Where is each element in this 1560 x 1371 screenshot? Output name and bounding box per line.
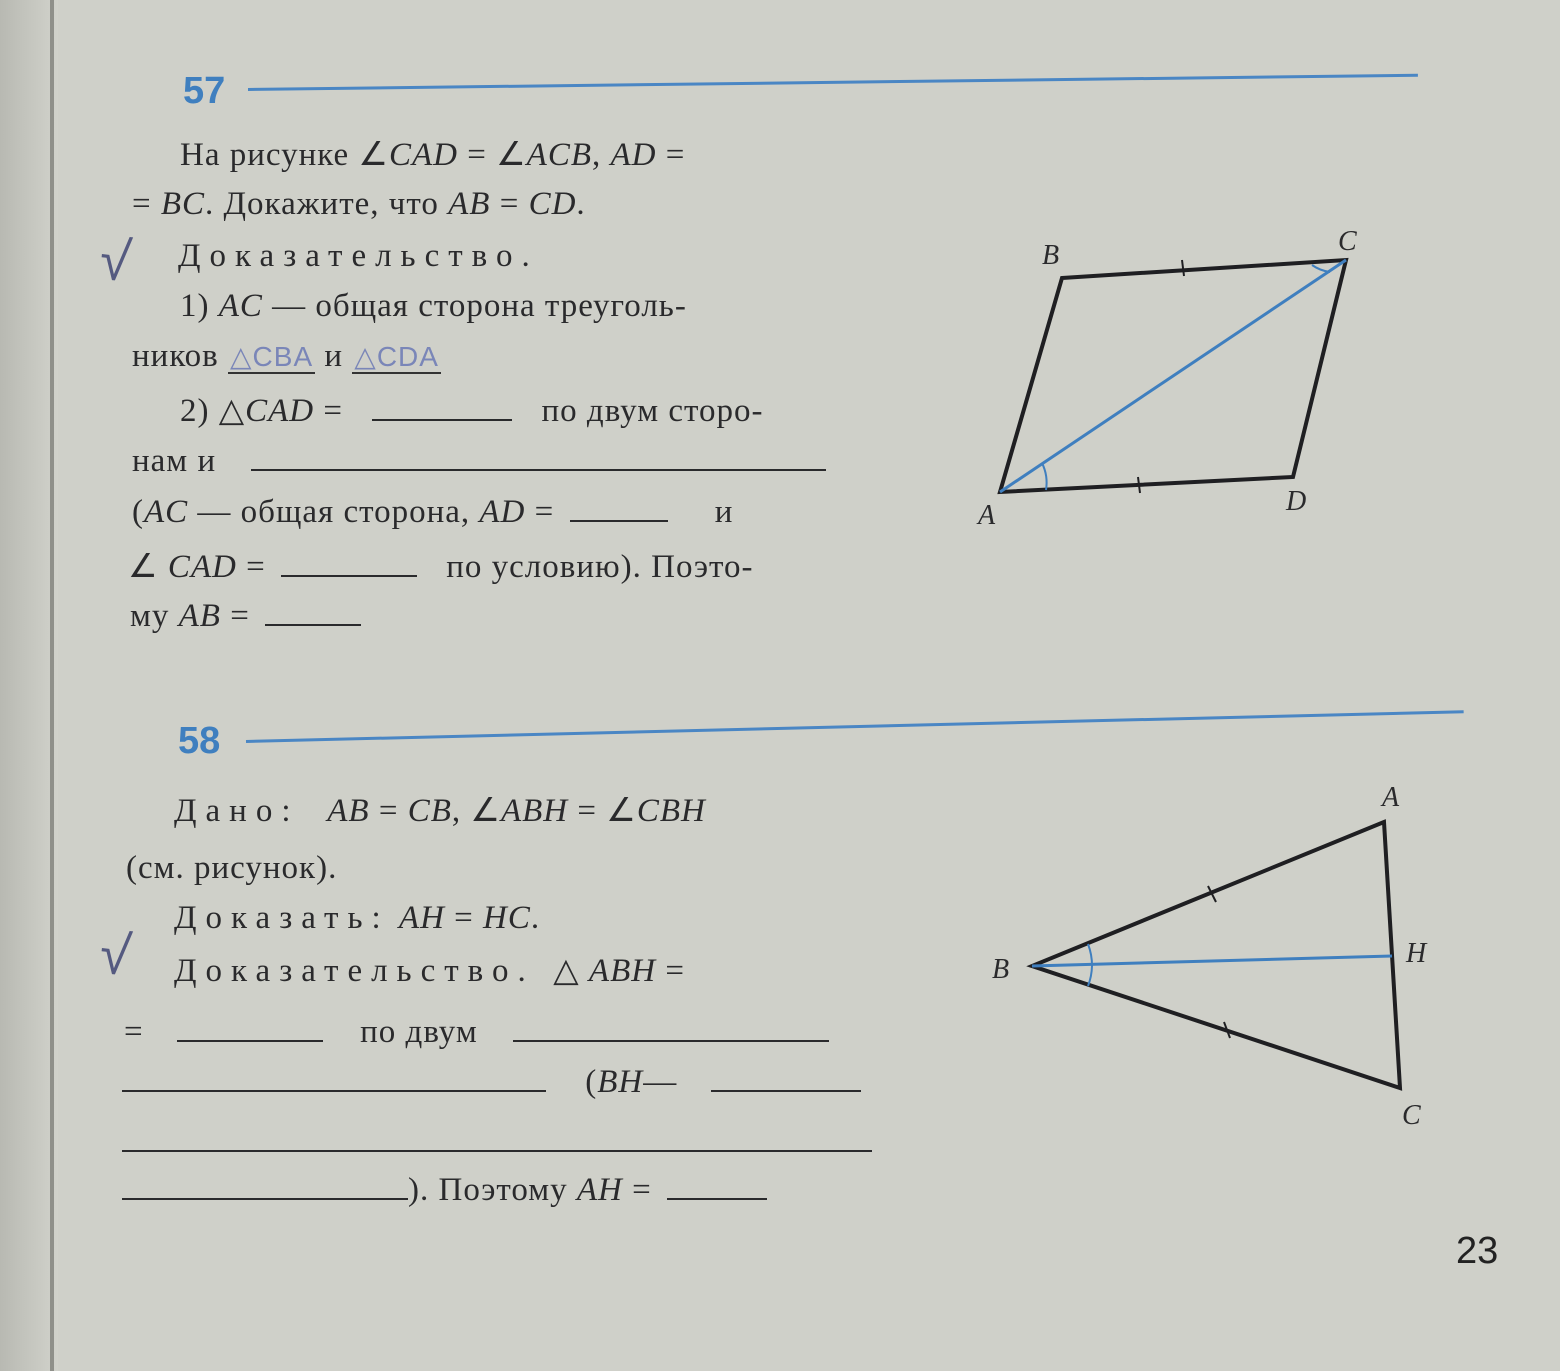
label-b: B	[1042, 240, 1060, 271]
label-c: C	[1338, 226, 1357, 257]
book-spine-edge	[0, 0, 58, 1371]
p57-blank-5[interactable]	[265, 623, 361, 626]
p58-blank-6[interactable]	[122, 1197, 408, 1200]
label-a: A	[1382, 782, 1400, 813]
p58-blank-7[interactable]	[667, 1197, 767, 1200]
p58-proof-line: Доказательство. △ ABH =	[174, 953, 685, 989]
p57-line-6: 2) △CAD = по двум сторо-	[180, 393, 764, 429]
p58-line-5: = по двум	[124, 1014, 829, 1051]
p57-blank-1[interactable]	[372, 418, 512, 421]
p58-check-mark: √	[96, 921, 134, 988]
p57-line-10: му AB =	[130, 598, 361, 635]
p57-line-8: (AC — общая сторона, AD = и	[132, 494, 734, 530]
p58-figure-triangle	[980, 770, 1440, 1140]
problem-57-header-rule	[248, 74, 1418, 91]
angle-arc-c	[1312, 265, 1330, 272]
p58-blank-5[interactable]	[122, 1149, 872, 1152]
p58-given-line: Дано: AB = CB, ∠ABH = ∠CBH	[174, 793, 706, 829]
angle-arc-cbh	[1088, 966, 1092, 986]
p57-check-mark: √	[96, 227, 134, 294]
p58-line-2: (см. рисунок).	[126, 850, 338, 886]
tick-ad	[1138, 477, 1140, 493]
label-b: B	[992, 954, 1010, 985]
angle-arc-abh	[1088, 944, 1092, 966]
problem-58-header-rule	[246, 710, 1464, 743]
p57-blank-3[interactable]	[570, 519, 668, 522]
problem-58-number: 58	[178, 720, 221, 762]
label-d: D	[1286, 486, 1307, 517]
p57-blank-2[interactable]	[251, 468, 826, 471]
p57-line-2: = BC. Докажите, что AB = CD.	[132, 186, 586, 222]
p57-line-7: нам и	[132, 443, 826, 480]
label-h: H	[1406, 938, 1427, 969]
p57-figure-parallelogram	[960, 220, 1400, 540]
p58-line-7	[122, 1124, 872, 1161]
p58-blank-1[interactable]	[177, 1039, 323, 1042]
p57-line-9: ∠ CAD = по условию). Поэто-	[128, 549, 754, 585]
triangle-outline	[1032, 822, 1400, 1088]
diagonal-ac	[1000, 260, 1346, 492]
p57-proof-heading: Доказательство.	[178, 238, 539, 274]
tick-bc	[1182, 260, 1184, 276]
p57-line-5: ников △CBA и △CDA	[132, 338, 439, 374]
problem-57-number: 57	[183, 70, 226, 112]
segment-bh	[1032, 956, 1392, 966]
p58-blank-4[interactable]	[711, 1089, 861, 1092]
p57-handwritten-answer-1: △CBA	[230, 341, 314, 372]
angle-arc-a	[1042, 463, 1047, 490]
label-c: C	[1402, 1100, 1421, 1131]
p58-prove-line: Доказать: AH = HC.	[174, 900, 541, 936]
p58-blank-2[interactable]	[513, 1039, 829, 1042]
page-number: 23	[1456, 1230, 1499, 1272]
label-a: A	[978, 500, 996, 531]
p57-line-4: 1) AC — общая сторона треуголь-	[180, 288, 687, 324]
p57-handwritten-answer-2: △CDA	[354, 341, 439, 372]
p58-line-8: ). Поэтому AH =	[122, 1172, 767, 1209]
p57-blank-4[interactable]	[281, 574, 417, 577]
p58-line-6: (BH—	[122, 1064, 861, 1101]
p57-line-1: На рисунке ∠CAD = ∠ACB, AD =	[180, 137, 686, 173]
p58-blank-3[interactable]	[122, 1089, 546, 1092]
